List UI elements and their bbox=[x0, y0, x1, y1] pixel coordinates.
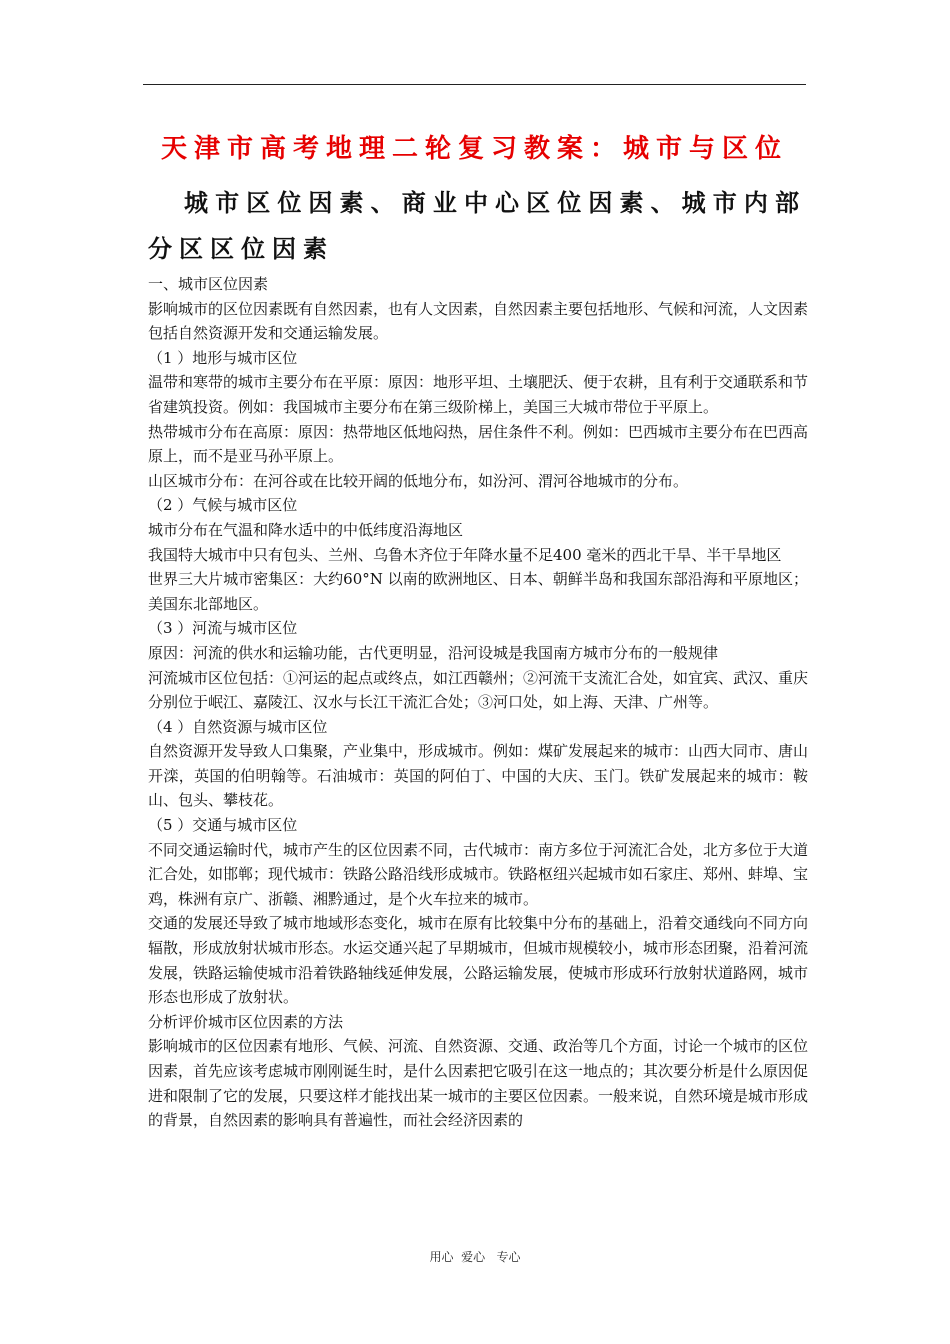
paragraph: 山区城市分布：在河谷或在比较开阔的低地分布，如汾河、渭河谷地城市的分布。 bbox=[148, 471, 689, 490]
section-heading: 一、城市区位因素 bbox=[148, 275, 269, 293]
paragraph: 热带城市分布在高原：原因：热带地区低地闷热，居住条件不利。例如：巴西城市主要分布在巴西高原上，而不是亚马孙平原上。 bbox=[148, 422, 809, 466]
subsection-heading: （3 ）河流与城市区位 bbox=[148, 619, 298, 638]
paragraph: 不同交通运输时代，城市产生的区位因素不同，古代城市：南方多位于河流汇合处，北方多位于大道汇合处，如邯郸；现代城市：铁路公路沿线形成城市。铁路枢纽兴起城市如石家庄、郑州、蚌埠、宝鸡，株洲有京广、浙赣、湘黔通过，是个火车拉来的城市。 bbox=[148, 840, 809, 908]
paragraph: 交通的发展还导致了城市地域形态变化，城市在原有比较集中分布的基础上，沿着交通线向不同方向辐散，形成放射状城市形态。水运交通兴起了早期城市，但城市规模较小，城市形态团聚，沿着河流发展，铁路运输使城市沿着铁路轴线延伸发展，公路运输发展，使城市形成环行放射状道路网，城市形态也形成了放射状。 bbox=[148, 914, 809, 1007]
page-subtitle: 城市区位因素、商业中心区位因素、城市内部分区区位因素 bbox=[148, 188, 806, 263]
header-rule bbox=[143, 84, 806, 85]
paragraph: 我国特大城市中只有包头、兰州、乌鲁木齐位于年降水量不足400 毫米的西北干旱、半干旱地区 bbox=[148, 545, 782, 564]
paragraph: 温带和寒带的城市主要分布在平原：原因：地形平坦、土壤肥沃、便于农耕，且有利于交通联系和节省建筑投资。例如：我国城市主要分布在第三级阶梯上，美国三大城市带位于平原上。 bbox=[148, 373, 809, 416]
page-footer: 用心 爱心 专心 bbox=[429, 1250, 521, 1264]
subsection-heading: （4 ）自然资源与城市区位 bbox=[148, 717, 328, 736]
paragraph: 影响城市的区位因素有地形、气候、河流、自然资源、交通、政治等几个方面，讨论一个城市的区位因素，首先应该考虑城市刚刚诞生时，是什么因素把它吸引在这一地点的；其次要分析是什么原因促进和限制了它的发展，只要这样才能找出某一城市的主要区位因素。一般来说，自然环境是城市形成的背景，自然因素的影响具有普遍性，而社会经济因素的 bbox=[148, 1037, 809, 1130]
section-heading: 分析评价城市区位因素的方法 bbox=[148, 1012, 344, 1031]
paragraph: 影响城市的区位因素既有自然因素，也有人文因素，自然因素主要包括地形、气候和河流，人文因素包括自然资源开发和交通运输发展。 bbox=[148, 299, 809, 343]
document-body bbox=[148, 272, 808, 1133]
paragraph: 城市分布在气温和降水适中的中低纬度沿海地区 bbox=[148, 520, 464, 539]
subsection-heading: （2 ）气候与城市区位 bbox=[148, 496, 298, 515]
paragraph: 原因：河流的供水和运输功能，古代更明显，沿河设城是我国南方城市分布的一般规律 bbox=[148, 643, 719, 662]
paragraph: 自然资源开发导致人口集聚，产业集中，形成城市。例如：煤矿发展起来的城市：山西大同市、唐山开滦，英国的伯明翰等。石油城市：英国的阿伯丁、中国的大庆、玉门。铁矿发展起来的城市：鞍山、包头、攀枝花。 bbox=[148, 742, 809, 810]
page-title: 天津市高考地理二轮复习教案：城市与区位 bbox=[160, 134, 788, 164]
subsection-heading: （5 ）交通与城市区位 bbox=[148, 816, 298, 835]
paragraph: 世界三大片城市密集区：大约60°N 以南的欧洲地区、日本、朝鲜半岛和我国东部沿海和平原地区；美国东北部地区。 bbox=[148, 570, 808, 613]
subsection-heading: （1 ）地形与城市区位 bbox=[148, 348, 298, 367]
paragraph: 河流城市区位包括：①河运的起点或终点，如江西赣州；②河流干支流汇合处，如宜宾、武汉、重庆分别位于岷江、嘉陵江、汉水与长江干流汇合处；③河口处，如上海、天津、广州等。 bbox=[148, 668, 809, 712]
